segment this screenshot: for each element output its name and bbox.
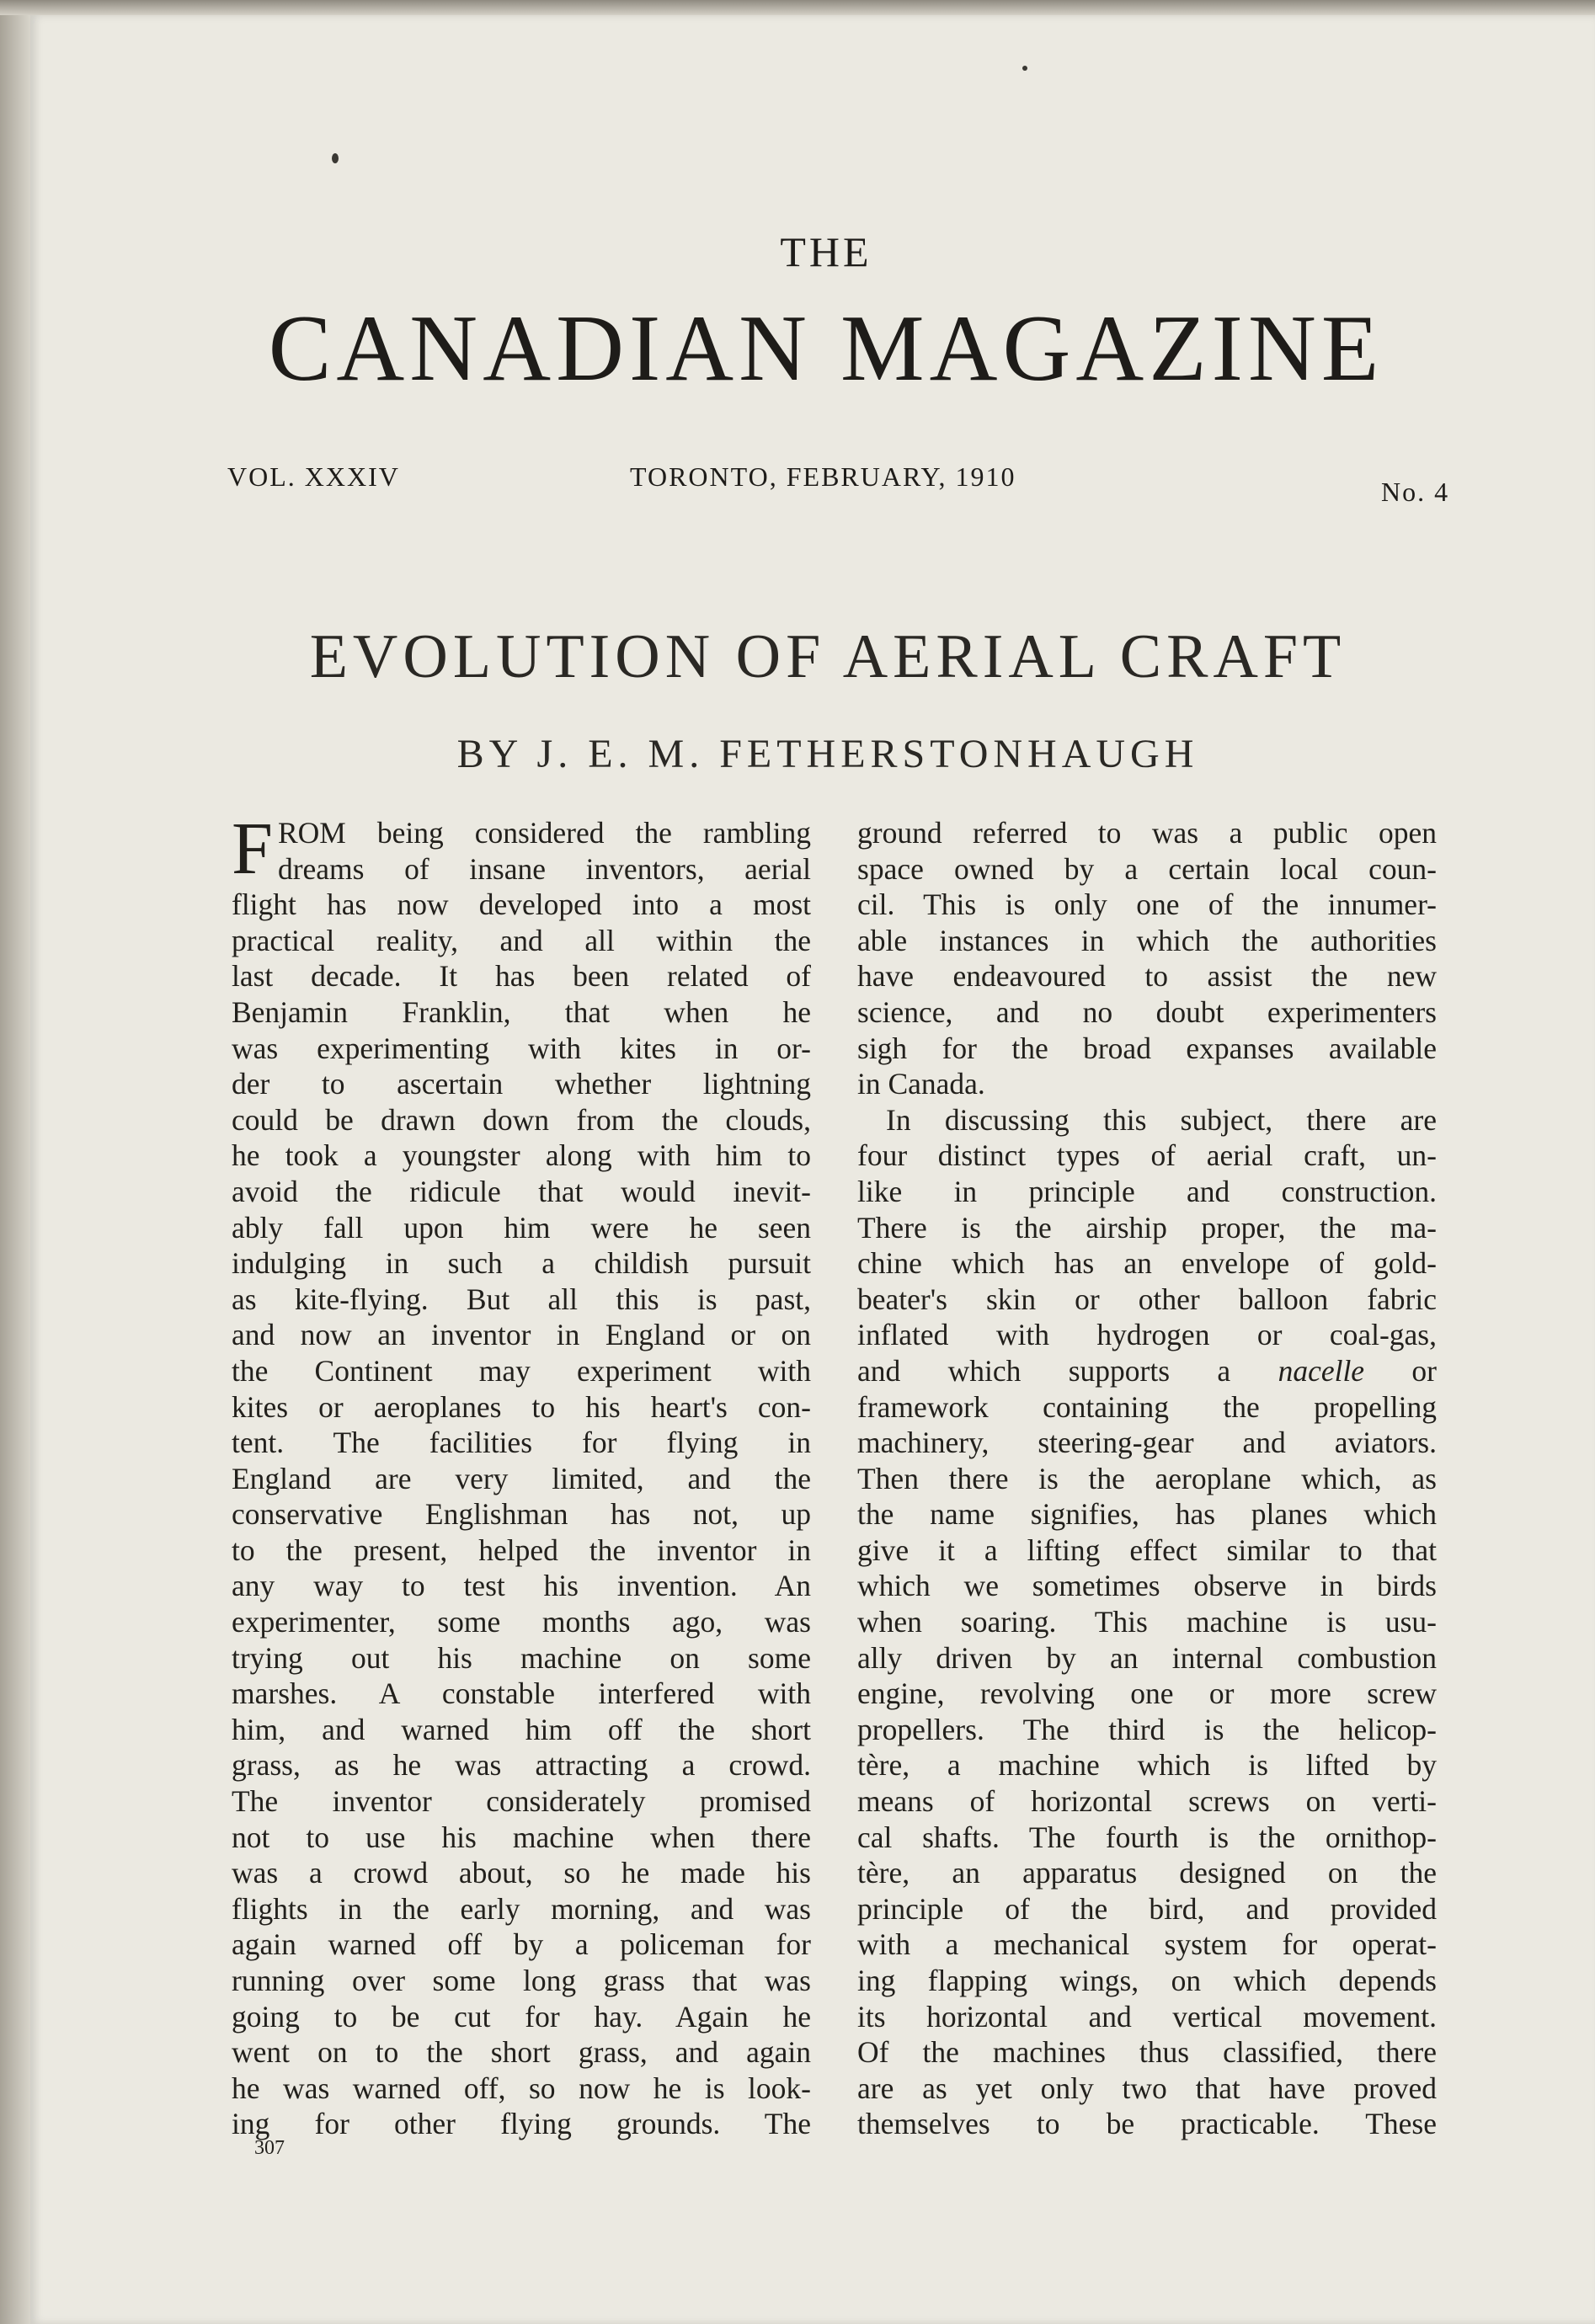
text-line: grass, as he was attracting a crowd.: [232, 1748, 811, 1783]
text-line: with a mechanical system for operat-: [857, 1927, 1437, 1962]
italic-term: nacelle: [1278, 1353, 1365, 1388]
text-line: when soaring. This machine is usu-: [857, 1605, 1437, 1639]
text-line: and which supports a nacelle or: [857, 1353, 1437, 1388]
text-line: he was warned off, so now he is look-: [232, 2071, 811, 2105]
text-line: sigh for the broad expanses available: [857, 1031, 1437, 1065]
text-line: as kite-flying. But all this is past,: [232, 1282, 811, 1316]
text-line: space owned by a certain local coun-: [857, 851, 1437, 886]
text-line: Benjamin Franklin, that when he: [232, 994, 811, 1029]
text-line: him, and warned him off the short: [232, 1712, 811, 1746]
text-line: ing flapping wings, on which depends: [857, 1964, 1437, 1997]
text-line: flights in the early morning, and was: [232, 1891, 811, 1926]
text-line: chine which has an envelope of gold-: [857, 1246, 1437, 1281]
page-number: 307: [254, 2137, 285, 2159]
masthead-the: THE: [780, 228, 872, 275]
text-line: are as yet only two that have proved: [857, 2071, 1437, 2105]
text-line: last decade. It has been related of: [232, 959, 811, 994]
text-line: der to ascertain whether lightning: [232, 1067, 811, 1101]
text-line: tère, a machine which is lifted by: [857, 1748, 1437, 1783]
text-line: practical reality, and all within the: [232, 923, 811, 957]
text-line: and now an inventor in England or on: [232, 1318, 811, 1352]
text-line: inflated with hydrogen or coal-gas,: [857, 1318, 1437, 1352]
text-line: principle of the bird, and provided: [857, 1891, 1437, 1926]
text-line: framework containing the propelling: [857, 1389, 1437, 1424]
text-line: means of horizontal screws on verti-: [857, 1784, 1437, 1819]
text-line: the name signifies, has planes which: [857, 1497, 1437, 1532]
text-column-right: [857, 815, 1437, 2142]
text-line: marshes. A constable interfered with: [232, 1676, 811, 1711]
text-line: tère, an apparatus designed on the: [857, 1856, 1437, 1890]
article-title: EVOLUTION OF AERIAL CRAFT: [309, 622, 1347, 691]
text-line: its horizontal and vertical movement.: [857, 1999, 1437, 2034]
text-line: themselves to be practicable. These: [857, 2107, 1437, 2141]
page-top-edge: [0, 0, 1595, 15]
volume-label: VOL. XXXIV: [227, 461, 400, 492]
text-line: machinery, steering-gear and aviators.: [857, 1426, 1437, 1460]
text-line: science, and no doubt experimenters: [857, 994, 1437, 1029]
text-line: indulging in such a childish pursuit: [232, 1246, 811, 1281]
text-column-left: [232, 808, 811, 2142]
text-line: was experimenting with kites in or-: [232, 1031, 811, 1065]
ink-speck: [1022, 66, 1027, 71]
masthead-title: CANADIAN MAGAZINE: [268, 296, 1384, 401]
text-line: give it a lifting effect similar to that: [857, 1532, 1437, 1567]
text-line: which we sometimes observe in birds: [857, 1569, 1437, 1603]
text-line: In discussing this subject, there are: [886, 1102, 1437, 1137]
text-line: again warned off by a policeman for: [232, 1927, 811, 1962]
text-line: England are very limited, and the: [232, 1461, 811, 1495]
text-line: propellers. The third is the helicop-: [857, 1712, 1437, 1746]
text-line: went on to the short grass, and again: [232, 2035, 811, 2070]
issue-place-date: TORONTO, FEBRUARY, 1910: [630, 461, 1016, 492]
text-line: engine, revolving one or more screw: [857, 1676, 1437, 1711]
text-line: ably fall upon him were he seen: [232, 1210, 811, 1245]
drop-cap: F: [232, 808, 273, 890]
text-line: the Continent may experiment with: [232, 1353, 811, 1388]
article-byline: BY J. E. M. FETHERSTONHAUGH: [456, 732, 1199, 776]
text-line: avoid the ridicule that would inevit-: [232, 1174, 811, 1208]
page-spine: [0, 0, 30, 2324]
text-line: flight has now developed into a most: [232, 887, 811, 922]
text-line: to the present, helped the inventor in: [232, 1532, 811, 1567]
ink-speck: [332, 153, 339, 163]
text-line: ROM being considered the rambling: [277, 816, 811, 850]
text-line: Of the machines thus classified, there: [857, 2035, 1437, 2070]
text-line: cil. This is only one of the innumer-: [857, 887, 1437, 922]
text-line: tent. The facilities for flying in: [232, 1426, 811, 1460]
text-line: conservative Englishman has not, up: [232, 1497, 811, 1532]
text-line: ally driven by an internal combustion: [857, 1640, 1437, 1675]
text-line: four distinct types of aerial craft, un-: [857, 1138, 1437, 1173]
text-line: kites or aeroplanes to his heart's con-: [232, 1389, 811, 1424]
text-line: running over some long grass that was: [232, 1964, 811, 1997]
text-line: ground referred to was a public open: [857, 816, 1437, 850]
text-line: he took a youngster along with him to: [232, 1138, 811, 1173]
text-line: going to be cut for hay. Again he: [232, 1999, 811, 2034]
text-line: ing for other flying grounds. The: [232, 2107, 811, 2141]
text-line: in Canada.: [857, 1067, 985, 1101]
issue-number: No. 4: [1381, 477, 1450, 507]
text-line: beater's skin or other balloon fabric: [857, 1282, 1437, 1316]
text-line: dreams of insane inventors, aerial: [277, 851, 811, 886]
text-line: any way to test his invention. An: [232, 1569, 811, 1603]
text-line: cal shafts. The fourth is the ornithop-: [857, 1820, 1437, 1854]
text-line: There is the airship proper, the ma-: [857, 1210, 1437, 1245]
text-line: was a crowd about, so he made his: [232, 1856, 811, 1890]
text-line: The inventor considerately promised: [232, 1784, 811, 1819]
text-line: trying out his machine on some: [232, 1640, 811, 1675]
text-line: could be drawn down from the clouds,: [232, 1102, 811, 1137]
text-line: like in principle and construction.: [857, 1174, 1437, 1208]
text-line: have endeavoured to assist the new: [857, 959, 1437, 994]
text-line: not to use his machine when there: [232, 1820, 811, 1854]
text-line: Then there is the aeroplane which, as: [857, 1461, 1437, 1495]
text-line: experimenter, some months ago, was: [232, 1605, 811, 1639]
text-line: able instances in which the authorities: [857, 923, 1437, 957]
